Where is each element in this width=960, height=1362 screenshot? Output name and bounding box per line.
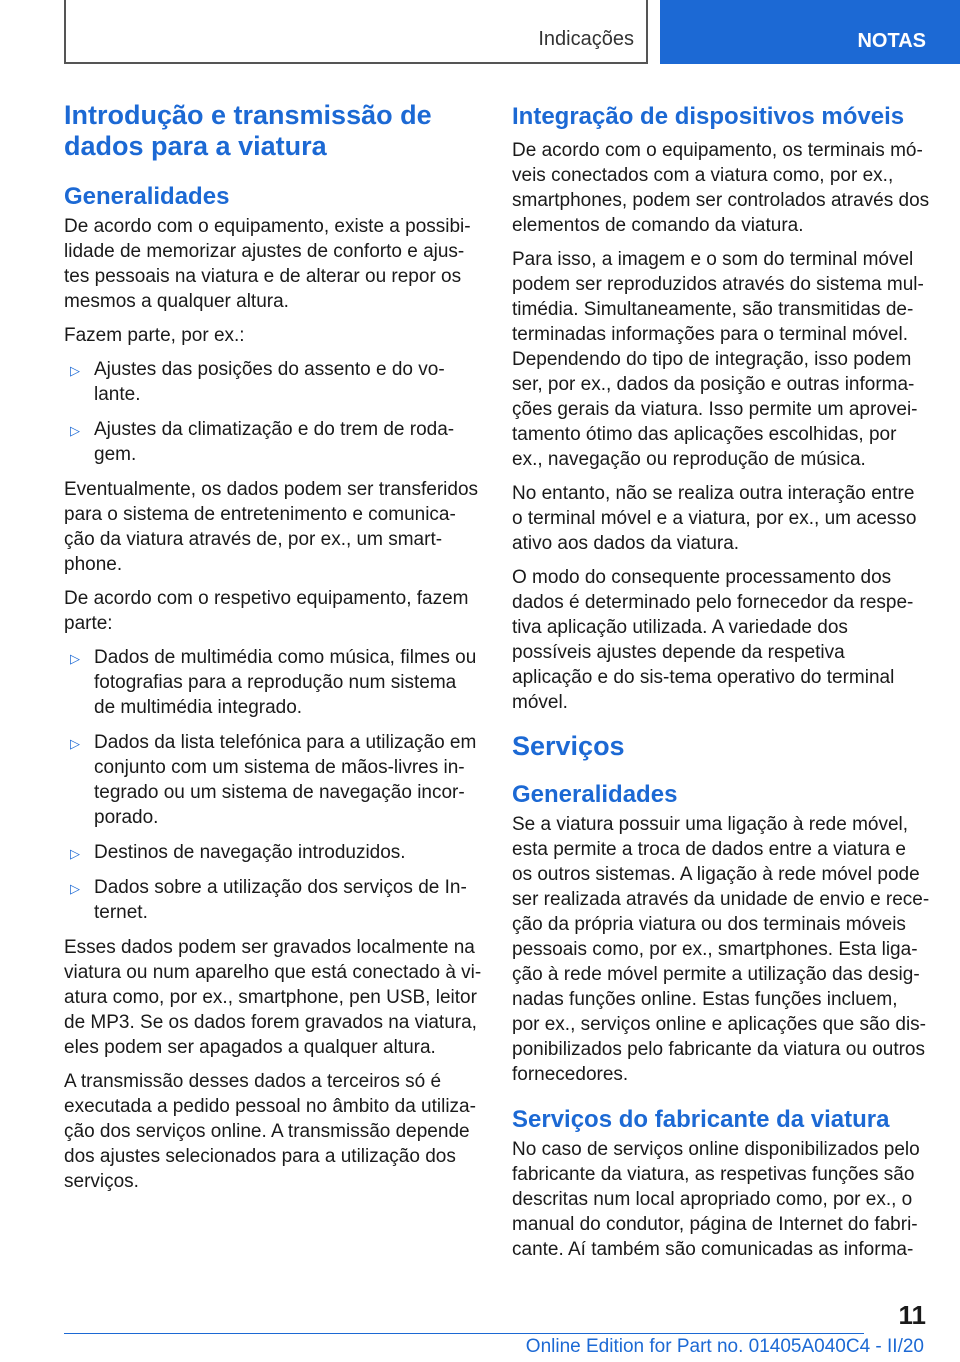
paragraph: Fazem parte, por ex.: <box>64 325 245 346</box>
page-title: Introdução e transmissão de dados para a viatura <box>64 100 432 161</box>
list-item <box>64 417 482 467</box>
paragraph: No entanto, não se realiza outra interação entre o terminal móvel e a viatura, por ex., um acesso ativo aos dados da viatura. <box>512 483 917 554</box>
paragraph: No caso de serviços online disponibilizados pelo fabricante da viatura, as respetivas funções são descritas num local apropriado como, por ex., o manual do condutor, página de Internet do fabri-cante. Aí também são comunicadas as informa- <box>512 1139 920 1260</box>
list-item <box>64 730 482 830</box>
right-column <box>512 100 930 1271</box>
triangle-bullet-icon: ▷ <box>70 651 80 666</box>
section-tab-label: NOTAS <box>857 29 926 52</box>
triangle-bullet-icon: ▷ <box>70 846 80 861</box>
subheading-generalidades-2: Generalidades <box>512 781 678 808</box>
paragraph: O modo do consequente processamento dos dados é determinado pelo fornecedor da respe-tiva aplicação utilizada. A variedade dos possíveis ajustes depende da respetiva aplicação e do sis-tema operativo do terminal móvel. <box>512 567 914 713</box>
subheading-integracao: Integração de dispositivos móveis <box>512 103 905 130</box>
triangle-bullet-icon: ▷ <box>70 881 80 896</box>
subheading-generalidades: Generalidades <box>64 183 230 210</box>
bullet-list <box>64 645 482 925</box>
section-label: Indicações <box>538 28 634 50</box>
list-item-text: Destinos de navegação introduzidos. <box>94 842 406 863</box>
list-item <box>64 875 482 925</box>
list-item-text: Ajustes da climatização e do trem de roda-gem. <box>94 419 455 465</box>
paragraph: De acordo com o respetivo equipamento, fazem parte: <box>64 588 469 634</box>
paragraph: De acordo com o equipamento, os terminais mó-veis conectados com a viatura como, por ex., smartphones, podem ser controlados através dos elementos de comando da viatura. <box>512 140 930 236</box>
paragraph: Para isso, a imagem e o som do terminal móvel podem ser reproduzidos através do sistema mul-timédia. Simultaneamente, são transmitidas de-terminadas informações para o terminal móvel. Dependendo do tipo de integração, isso podem ser, por ex., dados da posição e outras informa-ções gerais da viatura. Isso permite um aprovei-tamento ótimo das aplicações escolhidas, por ex., navegação ou reprodução de música. <box>512 249 924 470</box>
list-item-text: Dados da lista telefónica para a utilização em conjunto com um sistema de mãos-livres in-tegrado ou um sistema de navegação incor-porado. <box>94 732 477 828</box>
list-item <box>64 645 482 720</box>
paragraph: De acordo com o equipamento, existe a possibi-lidade de memorizar ajustes de conforto e ajus-tes pessoais na viatura e de alterar ou repor os mesmos a qualquer altura. <box>64 216 471 312</box>
subheading-servicos-fabricante: Serviços do fabricante da viatura <box>512 1106 890 1133</box>
bullet-list <box>64 357 482 467</box>
section-title-servicos: Serviços <box>512 731 625 761</box>
paragraph: Se a viatura possuir uma ligação à rede móvel, esta permite a troca de dados entre a viatura e os outros sistemas. A ligação à rede móvel pode ser realizada através da unidade de envio e rece-ção da própria viatura ou dos terminais móveis pessoais como, por ex., smartphones. Esta liga-ção à rede móvel permite a utilização das desig-nadas funções online. Estas funções incluem, por ex., serviços online e aplicações que são dis-ponibilizados pelo fabricante da viatura ou outros fornecedores. <box>512 814 930 1085</box>
footer-rule <box>64 1333 864 1334</box>
section-tab-notas[interactable] <box>660 0 960 64</box>
left-column <box>64 100 482 1203</box>
paragraph: A transmissão desses dados a terceiros só é executada a pedido pessoal no âmbito da utiliza-ção dos serviços online. A transmissão depende dos ajustes selecionados para a utilização dos serviços. <box>64 1071 476 1192</box>
paragraph: Eventualmente, os dados podem ser transferidos para o sistema de entretenimento e comunica-ção da viatura através de, por ex., um smart-phone. <box>64 479 479 575</box>
header-frame <box>64 0 648 64</box>
list-item <box>64 840 482 865</box>
triangle-bullet-icon: ▷ <box>70 736 80 751</box>
triangle-bullet-icon: ▷ <box>70 423 80 438</box>
triangle-bullet-icon: ▷ <box>70 363 80 378</box>
list-item-text: Dados de multimédia como música, filmes ou fotografias para a reprodução num sistema de multimédia integrado. <box>94 647 477 718</box>
list-item <box>64 357 482 407</box>
footer-edition: Online Edition for Part no. 01405A040C4 - II/20 <box>525 1336 924 1357</box>
list-item-text: Dados sobre a utilização dos serviços de In-ternet. <box>94 877 467 923</box>
list-item-text: Ajustes das posições do assento e do vo-lante. <box>94 359 445 405</box>
page-number: 11 <box>898 1300 926 1330</box>
paragraph: Esses dados podem ser gravados localmente na viatura ou num aparelho que está conectado à vi-atura como, por ex., smartphone, pen USB, leitor de MP3. Se os dados forem gravados na viatura, eles podem ser apagados a qualquer altura. <box>64 937 482 1058</box>
